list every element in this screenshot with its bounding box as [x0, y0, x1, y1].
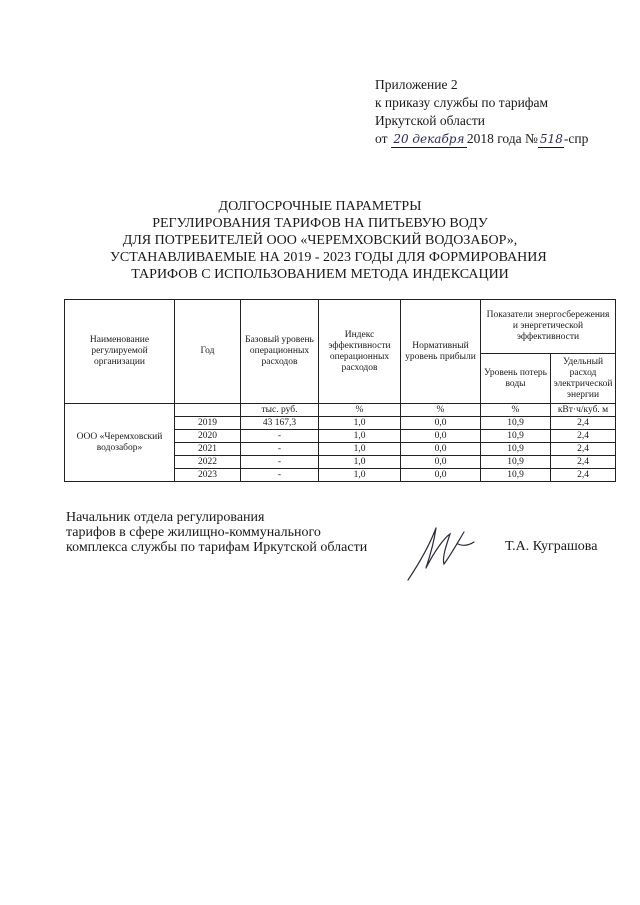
header-base-level: Базовый уровень операционных расходов	[241, 300, 319, 404]
units-year-empty	[175, 404, 241, 417]
cell-profit: 0,0	[401, 443, 481, 456]
cell-year: 2022	[175, 456, 241, 469]
cell-base: -	[241, 430, 319, 443]
title-line: ДЛЯ ПОТРЕБИТЕЛЕЙ ООО «ЧЕРЕМХОВСКИЙ ВОДОЗАБОР»,	[122, 233, 518, 248]
units-profit: %	[401, 404, 481, 417]
cell-losses: 10,9	[481, 417, 551, 430]
cell-year: 2021	[175, 443, 241, 456]
cell-losses: 10,9	[481, 469, 551, 482]
cell-profit: 0,0	[401, 430, 481, 443]
cell-base: -	[241, 443, 319, 456]
units-consumption: кВт·ч/куб. м	[551, 404, 616, 417]
title-line: ТАРИФОВ С ИСПОЛЬЗОВАНИЕМ МЕТОДА ИНДЕКСАЦИИ	[131, 267, 509, 282]
signer-position-line: Начальник отдела регулирования	[66, 510, 265, 525]
cell-profit: 0,0	[401, 469, 481, 482]
cell-index: 1,0	[319, 443, 401, 456]
cell-consumption: 2,4	[551, 417, 616, 430]
appendix-date-prefix: от	[375, 131, 388, 146]
cell-profit: 0,0	[401, 456, 481, 469]
cell-year: 2020	[175, 430, 241, 443]
cell-consumption: 2,4	[551, 469, 616, 482]
cell-index: 1,0	[319, 430, 401, 443]
title-line: УСТАНАВЛИВАЕМЫЕ НА 2019 - 2023 ГОДЫ ДЛЯ ФОРМИРОВАНИЯ	[110, 250, 547, 265]
units-base: тыс. руб.	[241, 404, 319, 417]
header-water-losses: Уровень потерь воды	[481, 354, 551, 404]
cell-base: -	[241, 469, 319, 482]
header-energy-indicators: Показатели энергосбережения и энергетической эффективности	[481, 300, 616, 354]
header-energy-consumption: Удельный расход электрической энергии	[551, 354, 616, 404]
appendix-region: Иркутской области	[375, 113, 486, 128]
appendix-title: Приложение 2	[375, 77, 458, 92]
signer-position-line: комплекса службы по тарифам Иркутской области	[66, 540, 368, 555]
parameters-table	[64, 299, 616, 482]
signer-name: Т.А. Куграшова	[505, 539, 598, 554]
cell-year: 2019	[175, 417, 241, 430]
cell-losses: 10,9	[481, 430, 551, 443]
header-profit-level: Нормативный уровень прибыли	[401, 300, 481, 404]
handwritten-order-number: 518	[539, 132, 563, 146]
header-year: Год	[175, 300, 241, 404]
appendix-number-suffix: -спр	[563, 131, 589, 146]
appendix-block	[375, 76, 625, 148]
cell-year: 2023	[175, 469, 241, 482]
organization-cell: ООО «Черемховский водозабор»	[65, 404, 175, 482]
units-index: %	[319, 404, 401, 417]
signer-block	[66, 510, 426, 555]
title-line: РЕГУЛИРОВАНИЯ ТАРИФОВ НА ПИТЬЕВУЮ ВОДУ	[152, 216, 488, 231]
document-title	[110, 198, 547, 283]
title-line: ДОЛГОСРОЧНЫЕ ПАРАМЕТРЫ	[218, 199, 422, 214]
appendix-date-line	[375, 130, 625, 148]
cell-base: 43 167,3	[241, 417, 319, 430]
cell-losses: 10,9	[481, 443, 551, 456]
cell-consumption: 2,4	[551, 430, 616, 443]
signature-icon	[400, 522, 478, 584]
cell-index: 1,0	[319, 456, 401, 469]
handwritten-date: 20 декабря	[391, 132, 467, 148]
cell-losses: 10,9	[481, 456, 551, 469]
cell-profit: 0,0	[401, 417, 481, 430]
cell-consumption: 2,4	[551, 456, 616, 469]
appendix-year-text: 2018 года №	[466, 131, 538, 146]
cell-index: 1,0	[319, 469, 401, 482]
cell-index: 1,0	[319, 417, 401, 430]
units-losses: %	[481, 404, 551, 417]
header-efficiency-index: Индекс эффективности операционных расходов	[319, 300, 401, 404]
appendix-order-ref: к приказу службы по тарифам	[375, 95, 549, 110]
header-organization: Наименование регулируемой организации	[65, 300, 175, 404]
cell-consumption: 2,4	[551, 443, 616, 456]
signer-position-line: тарифов в сфере жилищно-коммунального	[66, 525, 321, 540]
cell-base: -	[241, 456, 319, 469]
